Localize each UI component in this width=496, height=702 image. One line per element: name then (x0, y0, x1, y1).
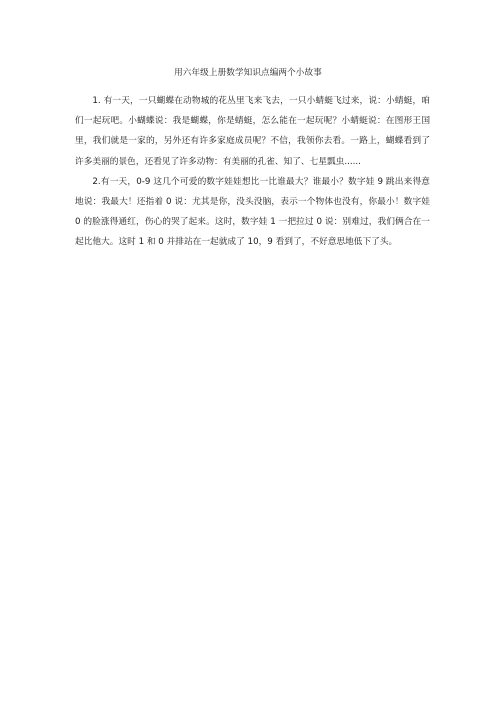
document-body (75, 91, 430, 253)
story-paragraph-1: 1. 有一天，一只蝴蝶在动物城的花丛里飞来飞去，一只小蜻蜓飞过来，说：小蜻蜓，咱们一起玩吧。小蝴蝶说：我是蝴蝶，你是蜻蜓，怎么能在一起玩呢？小蜻蜓说：在图形王国里，我们就是一家的，另外还有许多家庭成员呢？不信，我领你去看。一路上，蝴蝶看到了许多美丽的景色，还看见了许多动物：有美丽的孔雀、知了、七星瓢虫...... (75, 96, 430, 167)
story-paragraph-2: 2.有一天，0-9 这几个可爱的数字娃娃想比一比谁最大？谁最小？数字娃 9 跳出来得意地说：我最大！还指着 0 说：尤其是你，没头没脑，表示一个物体也没有，你最小！数字娃 0 的脸涨得通红，伤心的哭了起来。这时，数字娃 1 一把拉过 0 说：别难过，我们俩合在一起比他大。这时 1 和 0 并排站在一起就成了 10，9 看到了，不好意思地低下了头。 (75, 176, 430, 248)
document-title: 用六年级上册数学知识点编两个小故事 (174, 68, 322, 78)
